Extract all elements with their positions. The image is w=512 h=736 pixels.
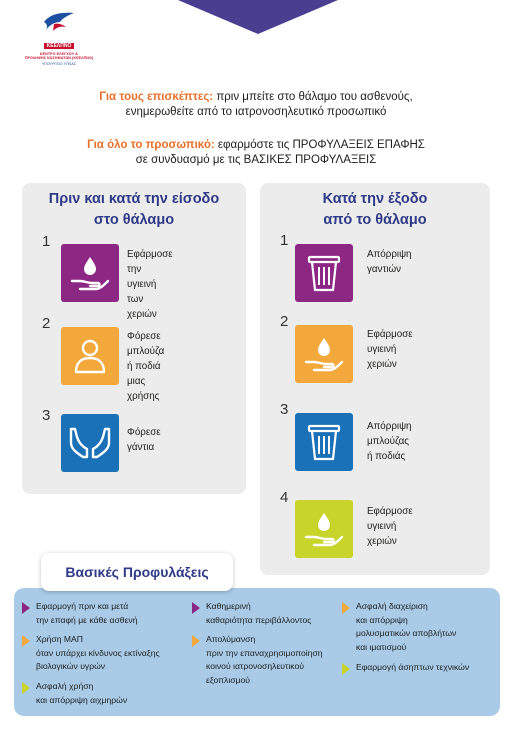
- step-number: 1: [42, 233, 51, 250]
- logo-name: ΚΕΕΛΠΝΟ: [44, 43, 75, 49]
- entry-step-3-label: Φόρεσε γάντια: [127, 427, 161, 453]
- bullet-cleaning: Καθημερινή καθαριότητα περιβάλλοντος: [192, 600, 342, 627]
- exit-step-1-label: Απόρριψη γαντιών: [367, 249, 412, 275]
- visitors-text-1: πριν μπείτε στο θάλαμο του ασθενούς,: [213, 91, 413, 103]
- step-number: 4: [280, 489, 289, 506]
- hand-hygiene-icon: [295, 325, 353, 383]
- exit-panel: [260, 183, 490, 575]
- basic-precautions-box: [14, 588, 500, 716]
- dove-logo-icon: [42, 10, 76, 34]
- exit-step-2-label: Εφάρμοσε υγιεινή χεριών: [367, 329, 413, 370]
- entry-panel: [22, 183, 246, 494]
- step-number: 2: [280, 313, 289, 330]
- visitors-notice: [0, 90, 512, 120]
- staff-label: Για όλο το προσωπικό:: [87, 139, 215, 151]
- bullet-waste: Ασφαλή διαχείριση και απόρριψη μολυσματικών αποβλήτων και ιματισμού: [342, 600, 492, 654]
- exit-step-3-label: Απόρριψη μπλούζας ή ποδιάς: [367, 421, 412, 462]
- basic-precautions-title: Βασικές Προφυλάξεις: [41, 553, 233, 591]
- exit-panel-title: Κατά την έξοδο από το θάλαμο: [322, 191, 428, 228]
- keelpno-logo: [24, 10, 94, 72]
- step-number: 2: [42, 315, 51, 332]
- visitors-label: Για τους επισκέπτες:: [99, 91, 214, 103]
- entry-panel-title: Πριν και κατά την είσοδο στο θάλαμο: [48, 191, 220, 228]
- step-number: 1: [280, 232, 289, 249]
- bullet-hand-hygiene: Εφαρμογή πριν και μετά την επαφή με κάθε ασθενή: [22, 600, 182, 627]
- entry-step-1-label: Εφάρμοσε την υγιεινή των χεριών: [127, 249, 173, 320]
- hand-hygiene-icon: [295, 500, 353, 558]
- entry-step-2-label: Φόρεσε μπλούζα ή ποδιά μιας χρήσης: [127, 331, 165, 402]
- hand-hygiene-icon: [61, 244, 119, 302]
- staff-text-1: εφαρμόστε τις ΠΡΟΦΥΛΑΞΕΙΣ ΕΠΑΦΗΣ: [214, 139, 425, 151]
- step-number: 3: [280, 401, 289, 418]
- gloves-icon: [61, 414, 119, 472]
- top-triangle-decoration: [178, 0, 338, 34]
- logo-line-1: ΚΕΝΤΡΟ ΕΛΕΓΧΟΥ &: [39, 52, 78, 56]
- visitors-text-2: ενημερωθείτε από το ιατρονοσηλευτικό προσωπικό: [125, 106, 387, 118]
- trash-bin-icon: [295, 244, 353, 302]
- logo-ministry: ΥΠΟΥΡΓΕΙΟ ΥΓΕΙΑΣ: [42, 61, 76, 66]
- step-number: 3: [42, 407, 51, 424]
- logo-line-2: ΠΡΟΛΗΨΗΣ ΝΟΣΗΜΑΤΩΝ (ΚΕΕΛΠΝΟ): [24, 56, 94, 61]
- bullet-sharps: Ασφαλή χρήση και απόρριψη αιχμηρών: [22, 680, 182, 707]
- trash-bin-icon: [295, 413, 353, 471]
- staff-text-2: σε συνδυασμό με τις ΒΑΣΙΚΕΣ ΠΡΟΦΥΛΑΞΕΙΣ: [135, 154, 377, 166]
- exit-step-4-label: Εφάρμοσε υγιεινή χεριών: [367, 506, 413, 547]
- bullet-ppe-use: Χρήση ΜΑΠ όταν υπάρχει κίνδυνος εκτίναξης βιολογικών υγρών: [22, 633, 192, 674]
- gown-person-icon: [61, 327, 119, 385]
- bullet-disinfection: Απολύμανση πριν την επαναχρησιμοποίηση κοινού ιατρονοσηλευτικού εξοπλισμού: [192, 633, 352, 687]
- bullet-aseptic: Εφαρμογή άσηπτων τεχνικών: [342, 661, 497, 675]
- staff-notice: [0, 138, 512, 168]
